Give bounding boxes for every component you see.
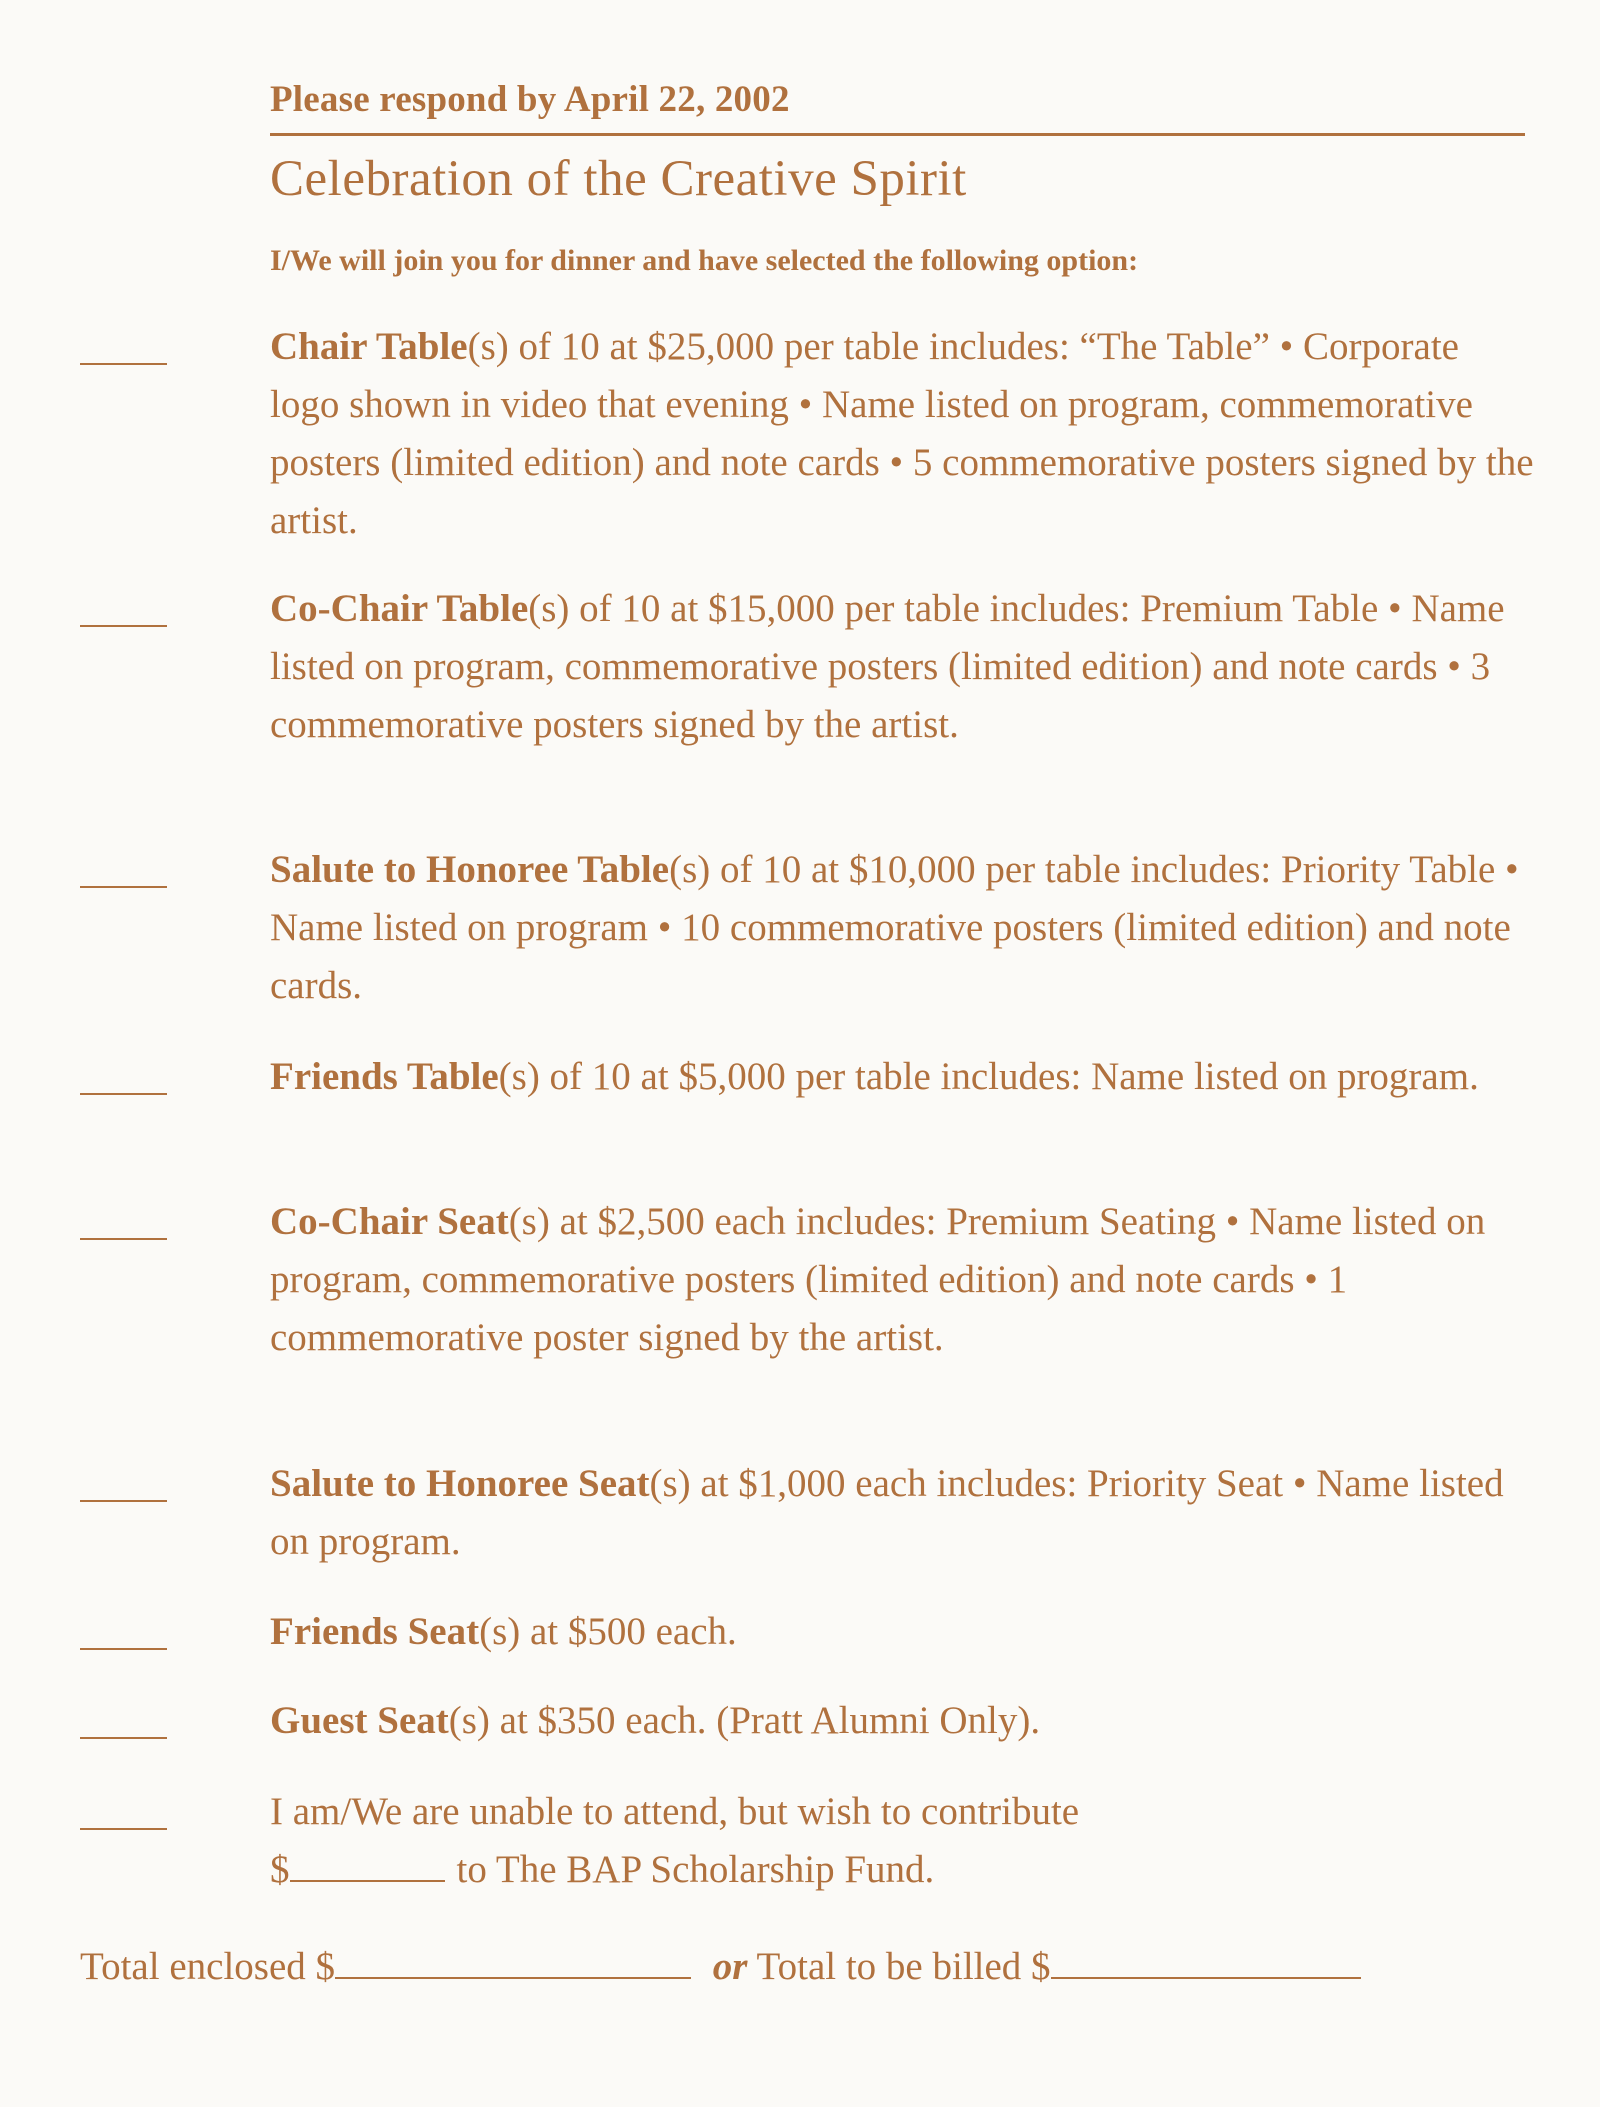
total-enclosed-label: Total enclosed $ [80,1945,336,1988]
option-1-checkbox-blank[interactable] [80,363,167,365]
total-billed-blank[interactable] [1051,1947,1361,1979]
option-description: (s) of 10 at $25,000 per table includes: “The Table” • Corporate logo shown in video that evening • Name listed on program, commemorative posters (limited edition) and note cards • 5 commemorative posters signed by the artist. [270,325,1534,542]
option-2-checkbox-blank[interactable] [80,625,167,627]
totals-row [80,1938,1361,1996]
header-rule [270,133,1525,136]
dollar-sign: $ [270,1848,290,1891]
option-friends-seat [270,1603,1535,1661]
respond-by-date: Please respond by April 22, 2002 [270,79,790,120]
option-4-checkbox-blank[interactable] [80,1093,167,1095]
option-label: Chair Table [270,325,468,368]
contribute-fund-text: to The BAP Scholarship Fund. [456,1848,935,1891]
total-billed-label: Total to be billed $ [756,1945,1051,1988]
option-description: (s) at $350 each. (Pratt Alumni Only). [448,1699,1041,1742]
option-co-chair-seat [270,1193,1535,1367]
option-chair-table [270,318,1535,550]
option-label: Friends Table [270,1055,499,1098]
option-description: (s) at $2,500 each includes: Premium Seating • Name listed on program, commemorative posters (limited edition) and note cards • 1 commemorative poster signed by the artist. [270,1200,1486,1359]
contribute-checkbox-blank[interactable] [80,1828,167,1830]
option-7-checkbox-blank[interactable] [80,1648,167,1650]
option-description: (s) of 10 at $10,000 per table includes: Priority Table • Name listed on program • 10 commemorative posters (limited edition) and note cards. [270,848,1519,1007]
option-8-checkbox-blank[interactable] [80,1737,167,1739]
total-enclosed-blank[interactable] [335,1947,691,1979]
option-description: (s) at $500 each. [479,1610,737,1653]
option-label: Salute to Honoree Seat [270,1462,650,1505]
option-salute-honoree-seat [270,1455,1535,1571]
option-label: Co-Chair Table [270,587,529,630]
option-label: Co-Chair Seat [270,1200,509,1243]
contribute-line-1: I am/We are unable to attend, but wish to contribute [270,1790,1080,1833]
option-label: Guest Seat [270,1699,449,1742]
contribute-amount-blank[interactable] [290,1850,445,1882]
option-contribute [270,1783,1535,1899]
option-5-checkbox-blank[interactable] [80,1238,167,1240]
intro-text: I/We will join you for dinner and have selected the following option: [270,244,1139,277]
option-description: (s) of 10 at $5,000 per table includes: Name listed on program. [498,1055,1479,1098]
or-label: or [712,1945,748,1988]
option-salute-honoree-table [270,841,1535,1015]
option-description: (s) at $1,000 each includes: Priority Seat • Name listed on program. [270,1462,1504,1563]
contribute-line-2 [270,1841,1535,1899]
option-6-checkbox-blank[interactable] [80,1500,167,1502]
option-label: Salute to Honoree Table [270,848,670,891]
page-title: Celebration of the Creative Spirit [270,151,967,207]
option-3-checkbox-blank[interactable] [80,886,167,888]
option-co-chair-table [270,580,1535,754]
option-guest-seat [270,1692,1535,1750]
option-friends-table [270,1048,1535,1106]
option-label: Friends Seat [270,1610,480,1653]
option-description: (s) of 10 at $15,000 per table includes: Premium Table • Name listed on program, commemorative posters (limited edition) and note cards • 3 commemorative posters signed by the artist. [270,587,1505,746]
